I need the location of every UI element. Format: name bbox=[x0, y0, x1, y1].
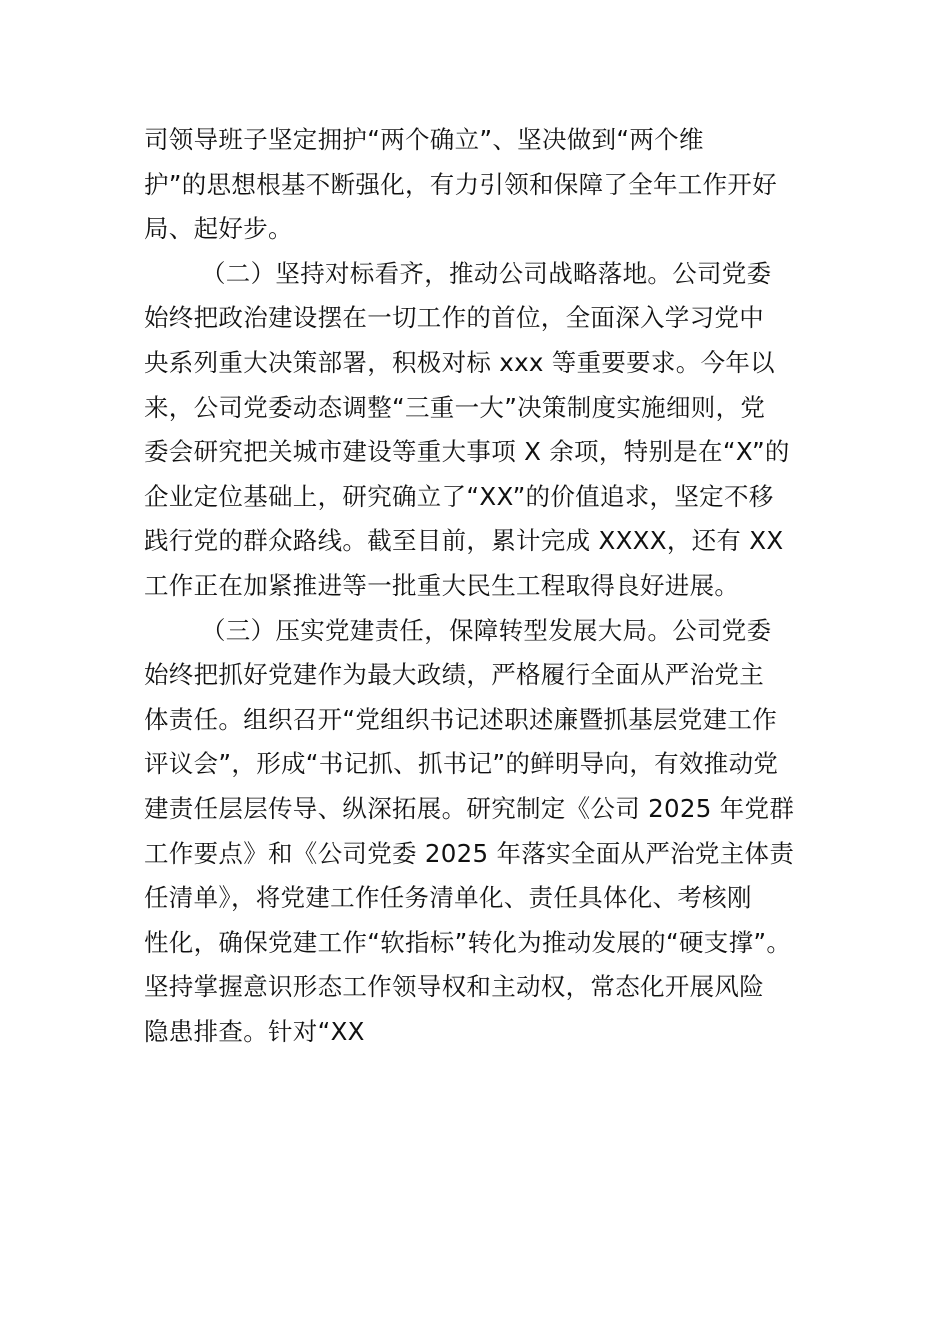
section-heading-line: （三）压实党建责任，保障转型发展大局。公司党委 bbox=[201, 615, 772, 645]
text-line: 企业定位基础上，研究确立了“XX”的价值追求，坚定不移 bbox=[144, 481, 774, 511]
text-line: 工作要点》和《公司党委 2025 年落实全面从严治党主体责 bbox=[144, 838, 795, 868]
body-text bbox=[144, 118, 814, 1054]
text-line: 评议会”，形成“书记抓、抓书记”的鲜明导向，有效推动党 bbox=[144, 749, 779, 779]
text-line: 护”的思想根基不断强化，有力引领和保障了全年工作开好 bbox=[144, 169, 777, 199]
text-line: 央系列重大决策部署，积极对标 xxx 等重要要求。今年以 bbox=[144, 347, 775, 377]
text-line: 任清单》，将党建工作任务清单化、责任具体化、考核刚 bbox=[144, 883, 752, 913]
text-line: 践行党的群众路线。截至目前，累计完成 XXXX，还有 XX bbox=[144, 526, 784, 556]
text-line: 始终把政治建设摆在一切工作的首位，全面深入学习党中 bbox=[144, 303, 764, 333]
text-line: 性化，确保党建工作“软指标”转化为推动发展的“硬支撑”。 bbox=[144, 927, 792, 957]
text-line: 始终把抓好党建作为最大政绩，严格履行全面从严治党主 bbox=[144, 660, 764, 690]
text-line: 来，公司党委动态调整“三重一大”决策制度实施细则，党 bbox=[144, 392, 766, 422]
text-line: 隐患排查。针对“XX bbox=[144, 1016, 365, 1046]
text-line: 体责任。组织召开“党组织书记述职述廉暨抓基层党建工作 bbox=[144, 704, 777, 734]
section-heading-line: （二）坚持对标看齐，推动公司战略落地。公司党委 bbox=[201, 258, 772, 288]
text-line: 坚持掌握意识形态工作领导权和主动权，常态化开展风险 bbox=[144, 972, 764, 1002]
text-line: 局、起好步。 bbox=[144, 214, 293, 244]
text-line: 建责任层层传导、纵深拓展。研究制定《公司 2025 年党群 bbox=[144, 793, 795, 823]
text-line: 工作正在加紧推进等一批重大民生工程取得良好进展。 bbox=[144, 570, 740, 600]
text-line: 司领导班子坚定拥护“两个确立”、坚决做到“两个维 bbox=[144, 125, 704, 154]
text-line: 委会研究把关城市建设等重大事项 X 余项，特别是在“X”的 bbox=[144, 437, 790, 467]
